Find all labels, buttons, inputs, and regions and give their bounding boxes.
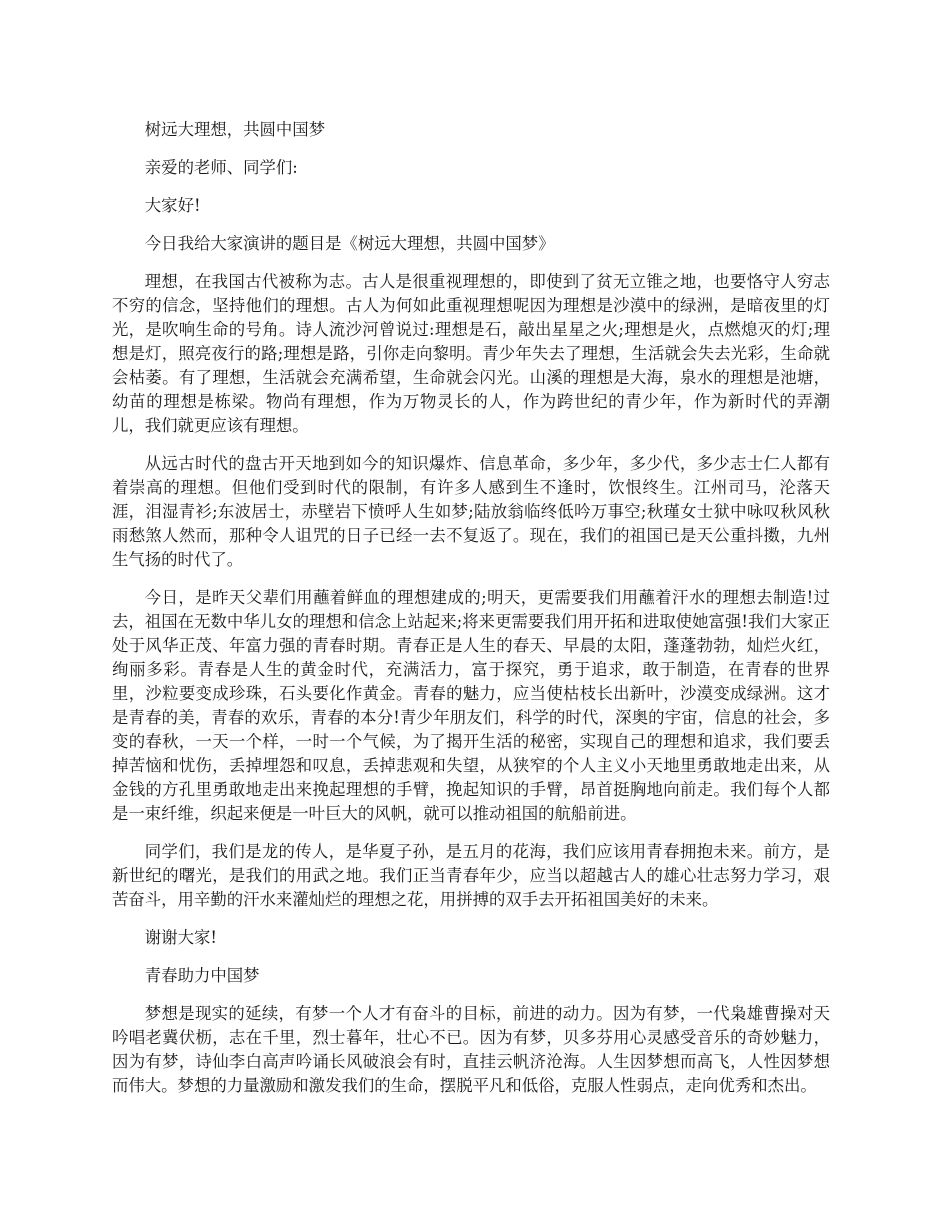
document-body xyxy=(112,118,830,1112)
greeting: 大家好! xyxy=(144,196,201,215)
body-paragraph-youth: 今日，是昨天父辈们用蘸着鲜血的理想建成的;明天，更需要我们用蘸着汗水的理想去制造!过去，祖国在无数中华儿女的理想和信念上站起来;将来更需要我们用开拓和进取使她富强!我们大家正处于风华正茂、年富力强的青春时期。青春正是人生的春天、早晨的太阳，蓬蓬勃勃，灿烂火红，绚丽多彩。青春是人生的黄金时代，充满活力，富于探究，勇于追求，敢于制造，在青春的世界里，沙粒要变成珍珠，石头要化作黄金。青春的魅力，应当使枯枝长出新叶，沙漠变成绿洲。这才是青春的美，青春的欢乐，青春的本分!青少年朋友们，科学的时代，深奥的宇宙，信息的社会，多变的春秋，一天一个样，一时一个气候，为了揭开生活的秘密，实现自己的理想和追求，我们要丢掉苦恼和忧伤，丢掉埋怨和叹息，丢掉悲观和失望，从狭窄的个人主义小天地里勇敢地走出来，从金钱的方孔里勇敢地走出来挽起理想的手臂，挽起知识的手臂，昂首挺胸地向前走。我们每个人都是一束纤维，织起来便是一叶巨大的风帆，就可以推动祖国的航船前进。 xyxy=(112,588,830,823)
salutation: 亲爱的老师、同学们: xyxy=(144,158,298,177)
body-paragraph-historic-ideals: 从远古时代的盘古开天地到如今的知识爆炸、信息革命，多少年，多少代，多少志士仁人都有着崇高的理想。但他们受到时代的限制，有许多人感到生不逢时，饮恨终生。江州司马，沦落天涯，泪湿青衫;东波居士，赤壁岩下愤呼人生如梦;陆放翁临终低吟万事空;秋瑾女士狱中咏叹秋风秋雨愁煞人然而，那种令人诅咒的日子已经一去不复返了。现在，我们的祖国已是天公重抖擞，九州生气扬的时代了。 xyxy=(112,454,830,569)
second-speech-title: 青春助力中国梦 xyxy=(144,966,260,985)
closing-thanks: 谢谢大家! xyxy=(144,928,217,947)
body-paragraph-call-to-action: 同学们，我们是龙的传人，是华夏子孙，是五月的花海，我们应该用青春拥抱未来。前方，是新世纪的曙光，是我们的用武之地。我们正当青春年少，应当以超越古人的雄心壮志努力学习，艰苦奋斗，用辛勤的汗水来灌灿烂的理想之花，用拼搏的双手去开拓祖国美好的未来。 xyxy=(112,842,830,909)
speech-topic-intro: 今日我给大家演讲的题目是《树远大理想，共圆中国梦》 xyxy=(144,234,555,253)
body-paragraph-ideal-in-ancient-times: 理想，在我国古代被称为志。古人是很重视理想的，即使到了贫无立锥之地，也要恪守人穷志不穷的信念，坚持他们的理想。古人为何如此重视理想呢因为理想是沙漠中的绿洲，是暗夜里的灯光，是吹响生命的号角。诗人流沙河曾说过:理想是石，敲出星星之火;理想是火，点燃熄灭的灯;理想是灯，照亮夜行的路;理想是路，引你走向黎明。青少年失去了理想，生活就会失去光彩，生命就会枯萎。有了理想，生活就会充满希望，生命就会闪光。山溪的理想是大海，泉水的理想是池塘，幼苗的理想是栋梁。物尚有理想，作为万物灵长的人，作为跨世纪的青少年，作为新时代的弄潮儿，我们就更应该有理想。 xyxy=(112,272,830,435)
speech-title: 树远大理想，共圆中国梦 xyxy=(144,120,326,139)
body-paragraph-dream: 梦想是现实的延续，有梦一个人才有奋斗的目标，前进的动力。因为有梦，一代枭雄曹操对天吟唱老冀伏枥，志在千里，烈士暮年，壮心不已。因为有梦，贝多芬用心灵感受音乐的奇妙魅力，因为有梦，诗仙李白高声吟诵长风破浪会有时，直挂云帆济沧海。人生因梦想而高飞，人性因梦想而伟大。梦想的力量激励和激发我们的生命，摆脱平凡和低俗，克服人性弱点，走向优秀和杰出。 xyxy=(112,1004,830,1095)
